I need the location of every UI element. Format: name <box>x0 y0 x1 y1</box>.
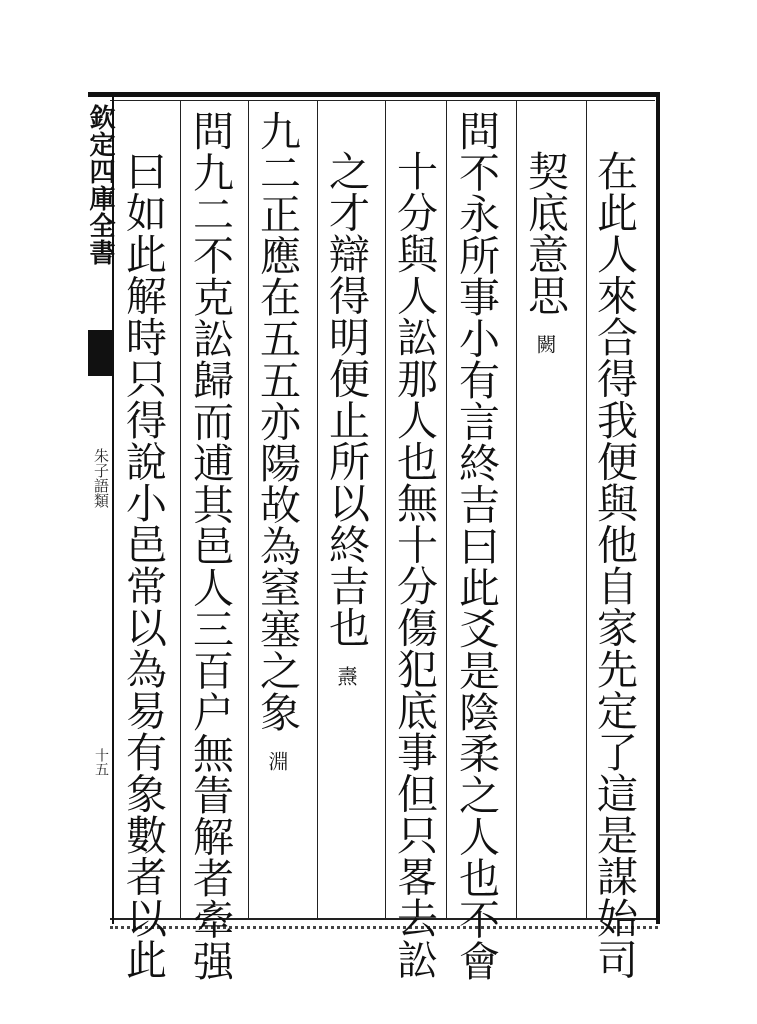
text-column-7 <box>186 110 234 982</box>
column-rule <box>248 100 249 918</box>
spine-title: 欽定四庫全書 <box>85 104 115 266</box>
column-text: 十分與人訟那人也無十分傷犯底事但只畧去訟 <box>390 150 438 980</box>
column-text: 問九二不克訟歸而逋其邑人三百户無眚解者牽强 <box>186 110 234 982</box>
text-column-2 <box>521 150 569 354</box>
column-rule <box>586 100 587 918</box>
text-column-1 <box>590 150 638 980</box>
column-annotation: 淵 <box>265 750 289 771</box>
column-text: 在此人來合得我便與他自家先定了這是謀始司 <box>590 150 638 980</box>
text-column-4 <box>390 150 438 980</box>
column-rule <box>516 100 517 918</box>
column-text: 曰如此解時只得說小邑常以為易有象數者以此 <box>119 150 167 980</box>
column-rule <box>385 100 386 918</box>
spine-book-title: 朱子語類 <box>92 448 110 508</box>
column-text: 契底意思 <box>521 150 569 316</box>
column-annotation: 燾 <box>334 666 358 686</box>
column-annotation: 闕 <box>533 334 557 354</box>
column-rule <box>446 100 447 918</box>
column-text: 之才辯得明便止所以終吉也 <box>322 150 370 648</box>
text-column-5 <box>322 150 370 686</box>
column-text: 問不永所事小有言終吉曰此爻是陰柔之人也不會 <box>452 110 500 982</box>
text-column-3 <box>452 110 500 982</box>
spine-page-number: 十五 <box>93 748 109 776</box>
spine-black-block <box>88 330 112 376</box>
column-text: 九二正應在五五亦陽故為窒塞之象 <box>253 110 301 733</box>
column-rule <box>317 100 318 918</box>
text-column-6 <box>253 110 301 771</box>
text-column-8 <box>119 150 167 980</box>
column-rule <box>180 100 181 918</box>
